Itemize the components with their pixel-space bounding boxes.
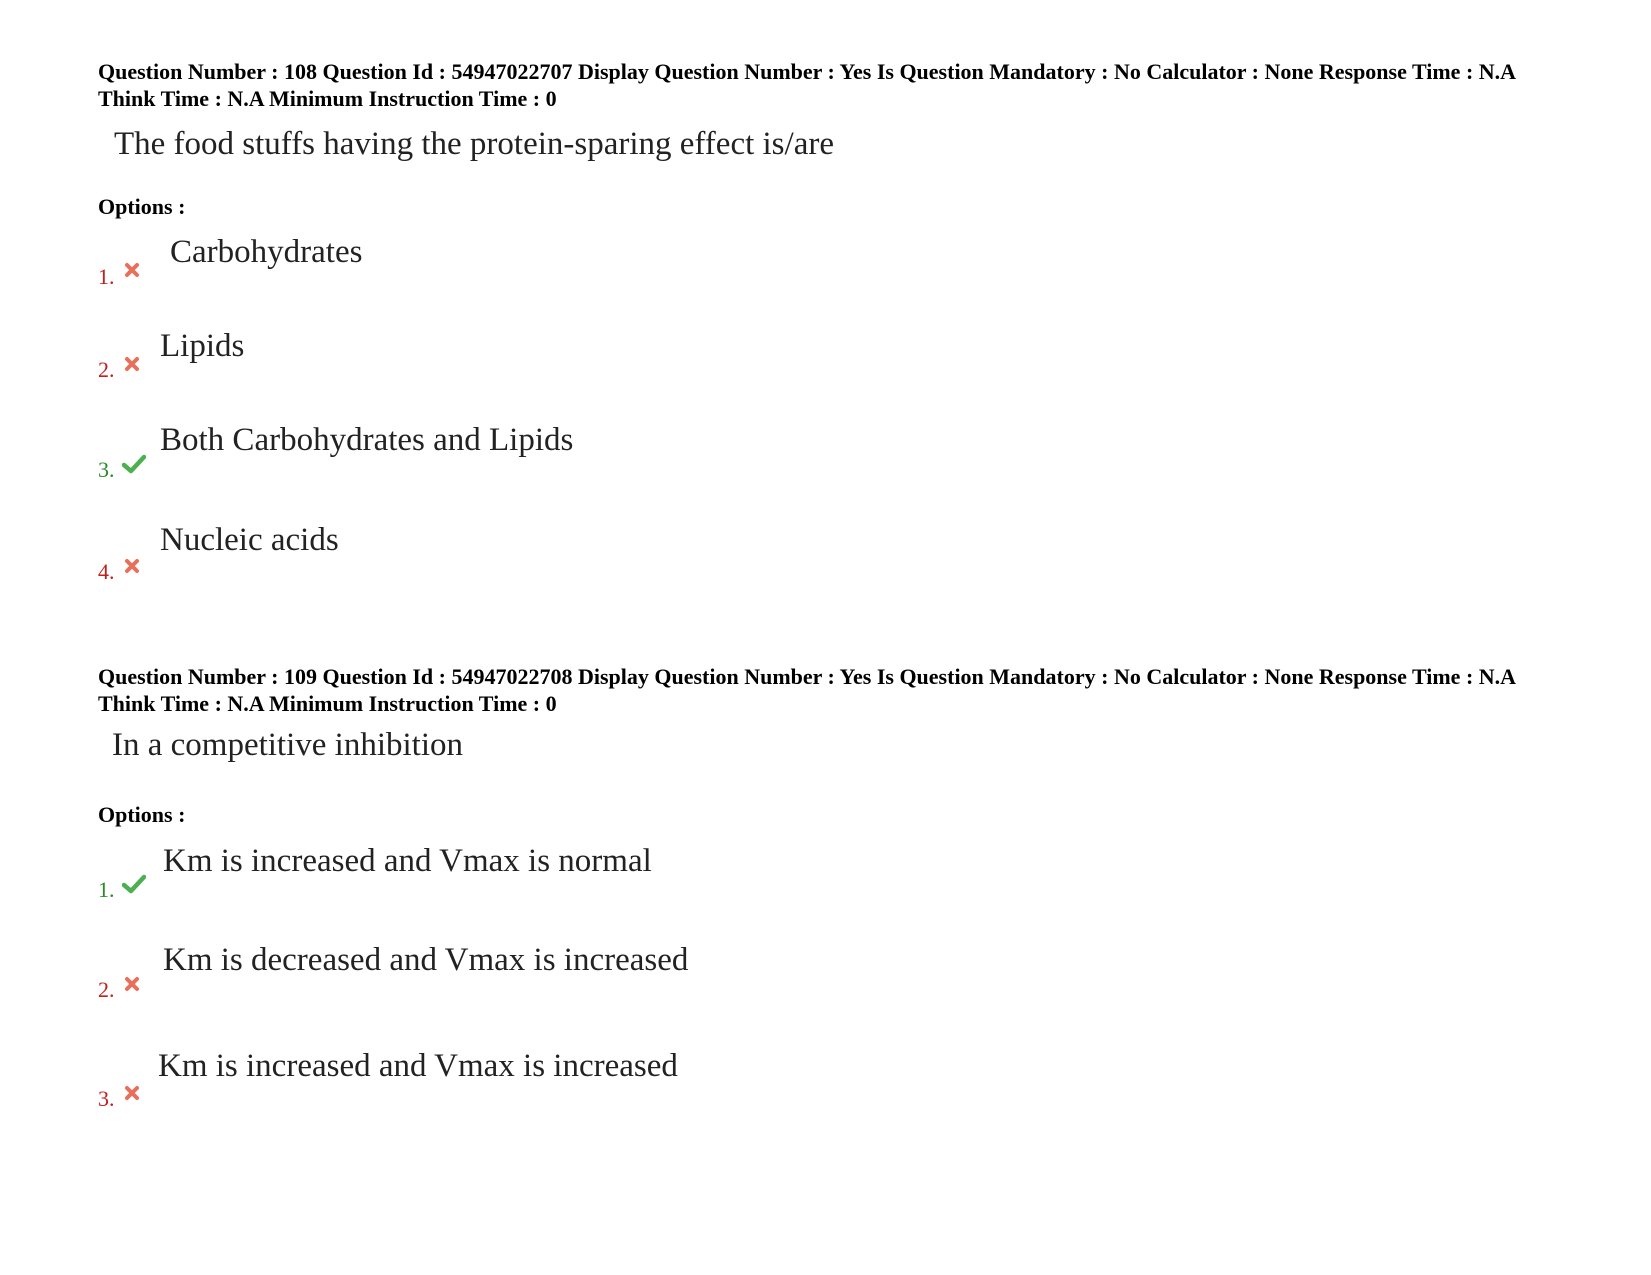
cross-icon bbox=[124, 356, 140, 372]
cross-icon bbox=[124, 558, 140, 574]
option-number: 1. bbox=[98, 264, 115, 289]
question-text: The food stuffs having the protein-sparing effect is/are bbox=[114, 126, 834, 162]
options-label: Options : bbox=[98, 802, 186, 827]
option-text: Km is increased and Vmax is normal bbox=[163, 843, 652, 879]
option-text: Km is increased and Vmax is increased bbox=[158, 1048, 678, 1084]
option-text: Carbohydrates bbox=[170, 234, 363, 270]
check-icon bbox=[122, 454, 146, 474]
option-text: Nucleic acids bbox=[160, 522, 339, 558]
question-header: Question Number : 108 Question Id : 54947022707 Display Question Number : Yes Is Question Mandatory : No Calculator : None Response Time : N.A Think Time : N.A Minimum Instruction Time : 0 bbox=[98, 59, 1515, 111]
check-icon bbox=[122, 874, 146, 894]
option-text: Km is decreased and Vmax is increased bbox=[163, 942, 689, 978]
question-header: Question Number : 109 Question Id : 54947022708 Display Question Number : Yes Is Question Mandatory : No Calculator : None Response Time : N.A Think Time : N.A Minimum Instruction Time : 0 bbox=[98, 664, 1515, 716]
options-label: Options : bbox=[98, 194, 186, 219]
cross-icon bbox=[124, 1085, 140, 1101]
cross-icon bbox=[124, 262, 140, 278]
cross-icon bbox=[124, 976, 140, 992]
option-text: Both Carbohydrates and Lipids bbox=[160, 422, 574, 458]
option-number: 4. bbox=[98, 559, 115, 584]
question-text: In a competitive inhibition bbox=[112, 727, 464, 763]
option-number: 2. bbox=[98, 357, 115, 382]
option-text: Lipids bbox=[160, 328, 245, 364]
option-number: 2. bbox=[98, 977, 115, 1002]
option-number: 3. bbox=[98, 457, 115, 482]
option-number: 3. bbox=[98, 1086, 115, 1111]
option-number: 1. bbox=[98, 877, 115, 902]
